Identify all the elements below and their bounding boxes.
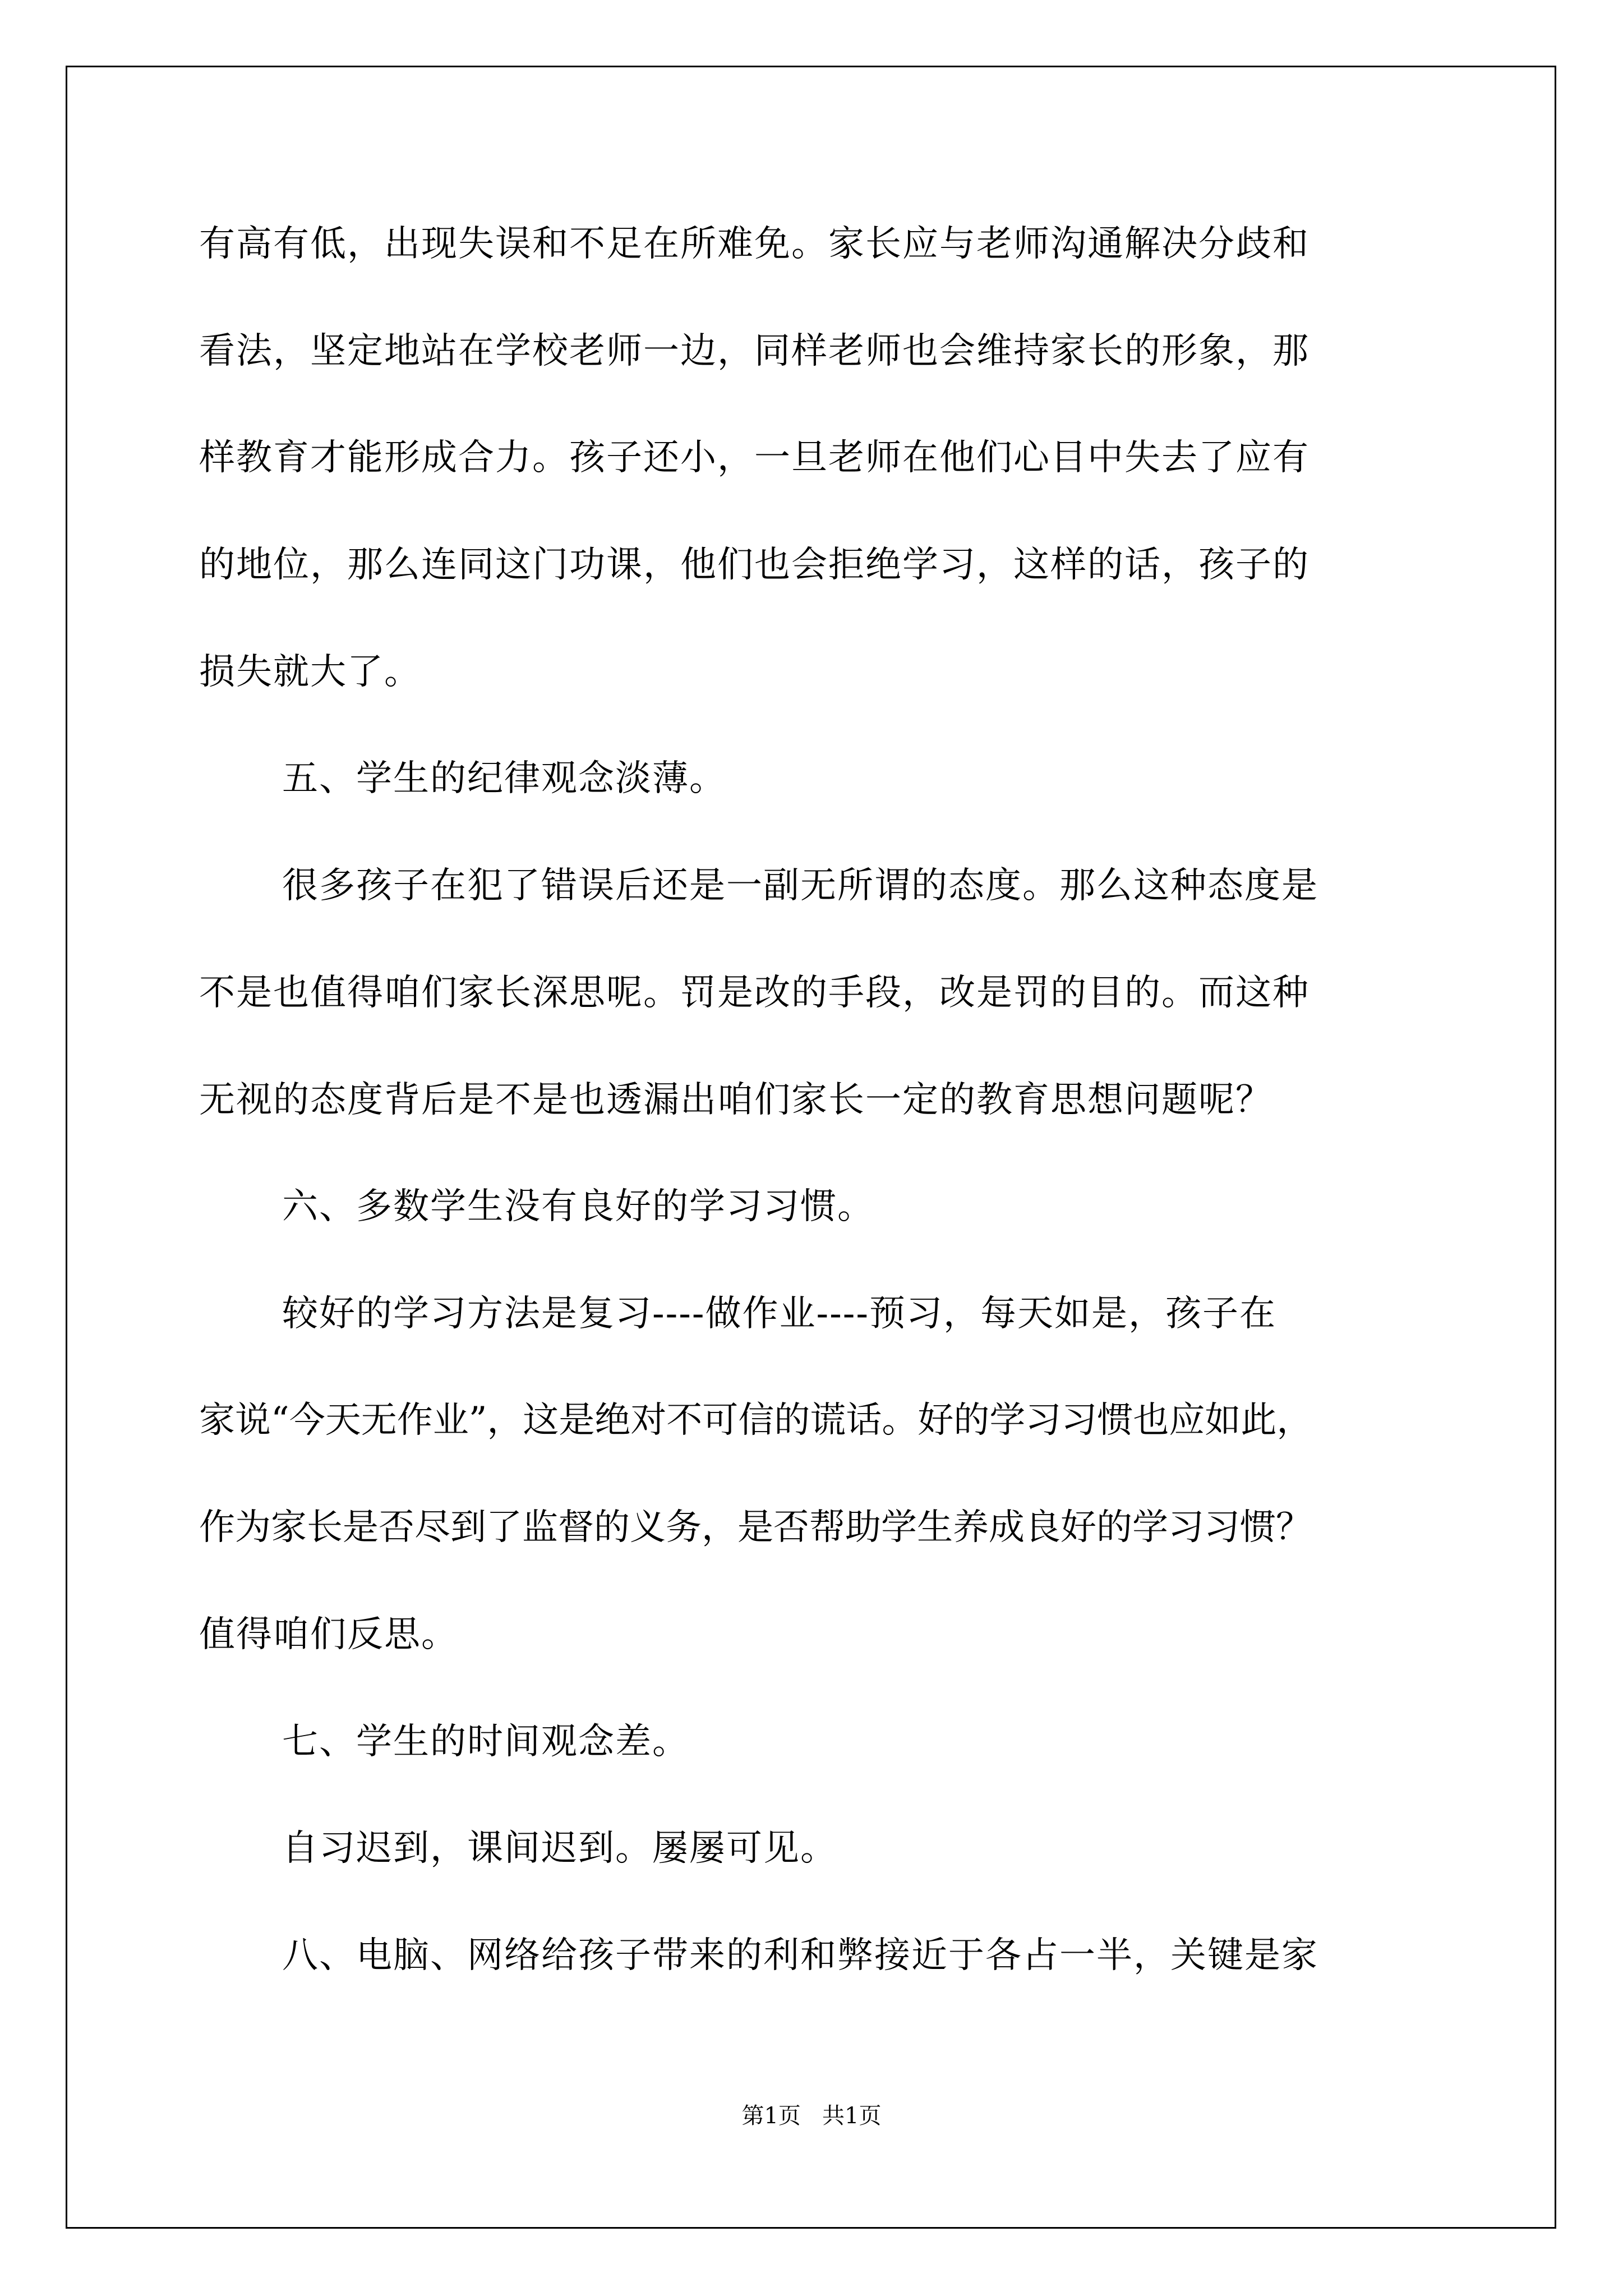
text-line: 较好的学习方法是复习----做作业----预习，每天如是，孩子在	[282, 1293, 1276, 1335]
section-heading: 五、学生的纪律观念淡薄。	[282, 758, 726, 799]
text-line: 值得咱们反思。	[199, 1614, 458, 1655]
text-line: 无视的态度背后是不是也透漏出咱们家长一定的教育思想问题呢？	[199, 1079, 1272, 1121]
text-line: 很多孩子在犯了错误后还是一副无所谓的态度。那么这种态度是	[282, 865, 1318, 907]
text-line: 的地位，那么连同这门功课，他们也会拒绝学习，这样的话，孩子的	[199, 544, 1310, 586]
text-line: 作为家长是否尽到了监督的义务，是否帮助学生养成良好的学习习惯？	[199, 1507, 1312, 1548]
text-line: 不是也值得咱们家长深思呢。罚是改的手段，改是罚的目的。而这种	[199, 972, 1310, 1014]
text-line: 自习迟到，课间迟到。屡屡可见。	[282, 1828, 837, 1869]
section-heading: 七、学生的时间观念差。	[282, 1721, 689, 1763]
page-border	[66, 66, 1556, 2229]
text-line: 家说“今天无作业”，这是绝对不可信的谎话。好的学习习惯也应如此，	[199, 1400, 1313, 1441]
section-heading: 八、电脑、网络给孩子带来的利和弊接近于各占一半，关键是家	[282, 1935, 1318, 1976]
page-number-footer: 第1页 共1页	[741, 2103, 882, 2129]
text-line: 有高有低，出现失误和不足在所难免。家长应与老师沟通解决分歧和	[199, 223, 1310, 265]
text-line: 看法，坚定地站在学校老师一边，同样老师也会维持家长的形象，那	[199, 330, 1310, 372]
section-heading: 六、多数学生没有良好的学习习惯。	[282, 1186, 874, 1227]
text-line: 样教育才能形成合力。孩子还小，一旦老师在他们心目中失去了应有	[199, 437, 1310, 478]
text-line: 损失就大了。	[199, 651, 421, 693]
